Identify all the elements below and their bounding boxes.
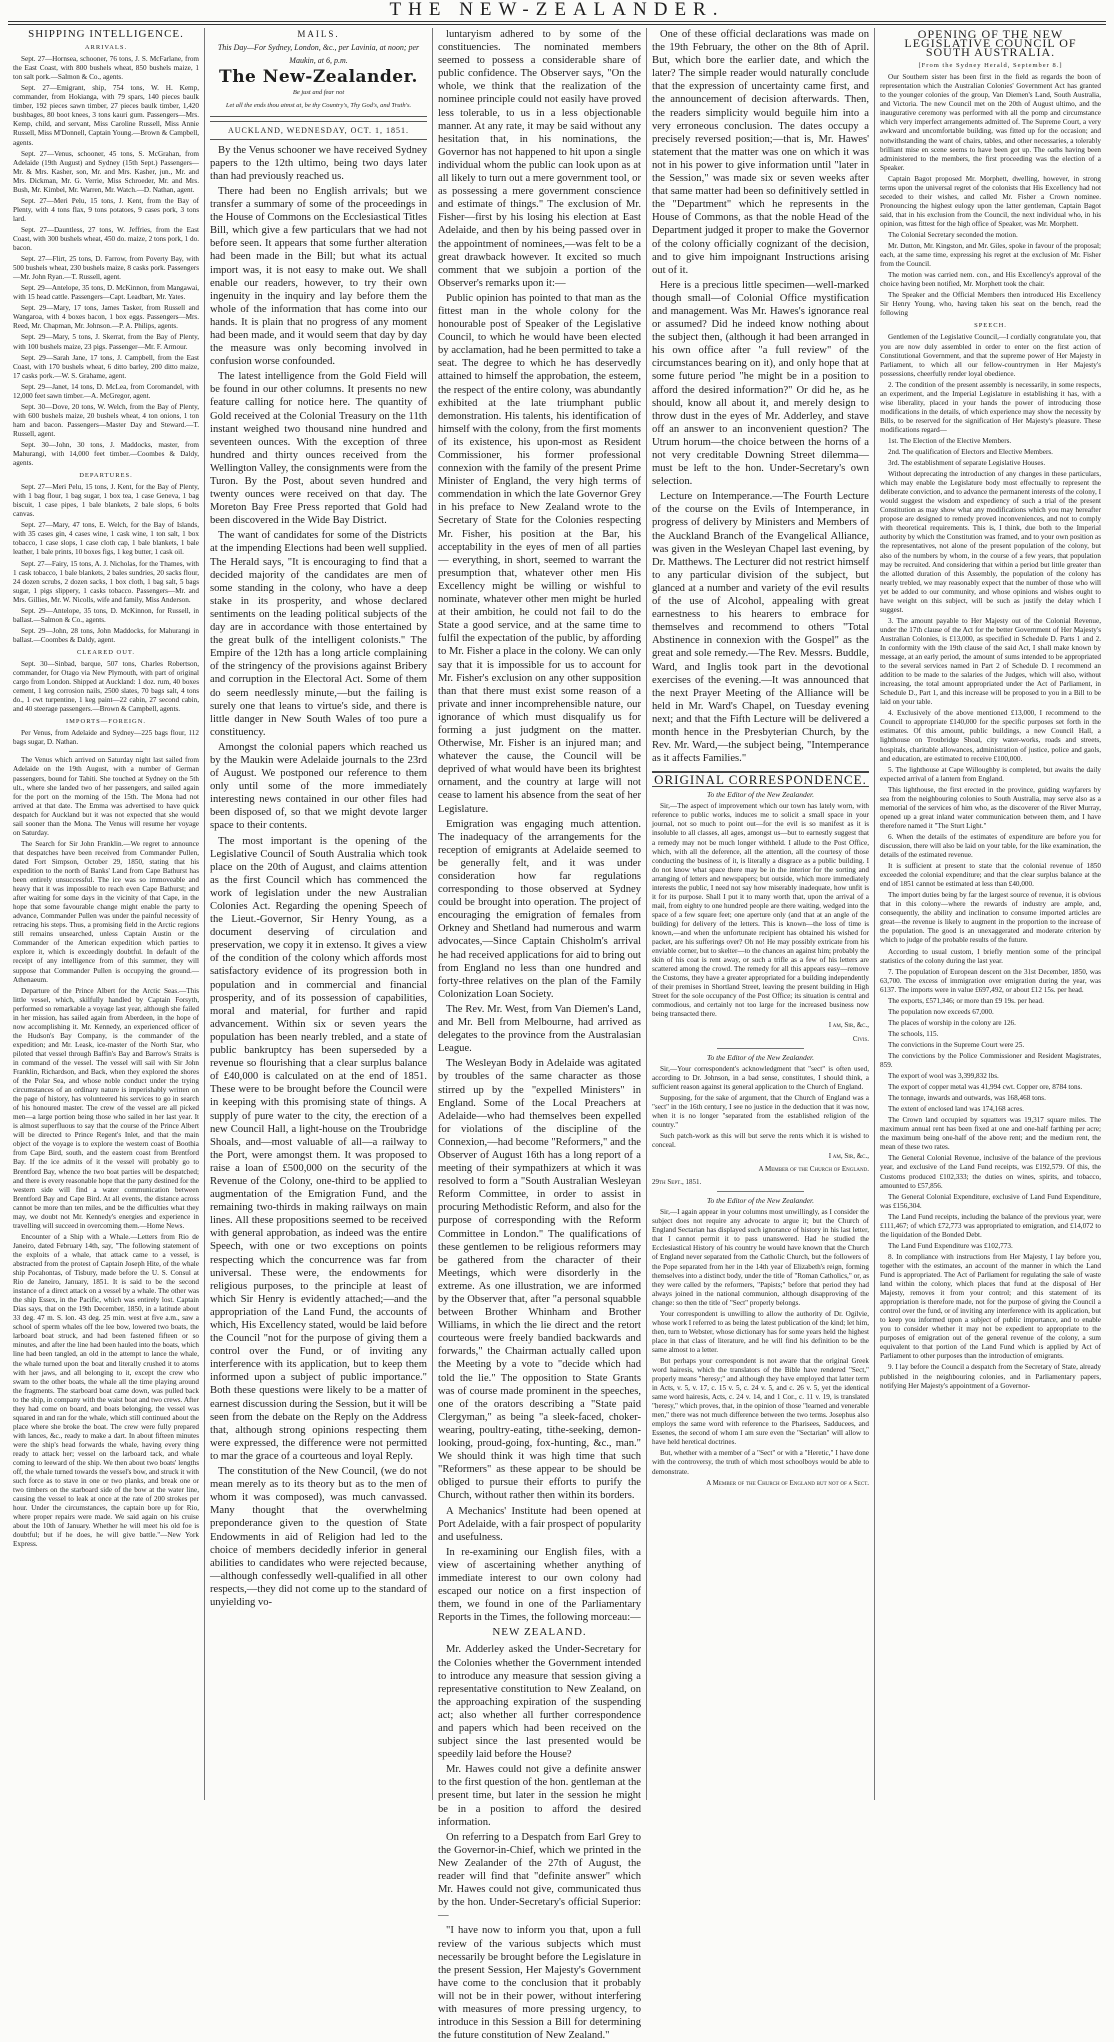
editorial-paragraph: luntaryism adhered to by some of the constituencies. The nominated members seemed to possess a considerable share of public confidence. The Observer says, "On the whole, we think that the realization of the nominee principle could not easily have proved less tolerable, to us in a less objectionable manner. At any rate, it may be said without any hesitation that, in his nominations, the Governor has not happened to hit upon a single individual whom the public can look upon as at all likely to turn out a mere government tool, or as possessing a mere government conscience and estimate of things." The exclusion of Mr. Fisher—first by his losing his election at East Adelaide, and then by his being passed over in the appointment of nominees,—was felt to be a great drawback however. It excited so much comment that we subjoin a portion of the Observer's remarks upon it:— — [438, 29, 641, 289]
departure-entry: Sept. 29—Antelope, 35 tons, D. McKinnon, for Russell, in ballast.—Salmon & Co., agents. — [13, 606, 199, 624]
arrival-entry: Sept. 27—Flirt, 25 tons, D. Farrow, from Poverty Bay, with 500 bushels wheat, 230 bushels maize, 8 casks pork. Passengers—Mr. John Ryan.—T. Russell, agent. — [13, 255, 199, 282]
mails-text: This Day—For Sydney, London, &c., per Lavinia, at noon; per Maukin, at 6, p.m. — [217, 43, 420, 66]
shipping-heading: SHIPPING INTELLIGENCE. — [28, 28, 184, 40]
arrival-entry: Sept. 30—John, 30 tons, J. Maddocks, master, from Mahurangi, with 14,000 feet timber.—Coombes & Daldy, agents. — [13, 440, 199, 468]
column-editorial-continued — [432, 28, 646, 2042]
arrival-entry: Sept. 29—Janet, 14 tons, D. McLea, from Coromandel, with 12,000 feet sawn timber.—A. McGregor, agent. — [13, 382, 199, 400]
speech-paragraph: This lighthouse, the first erected in the province, guiding wayfarers by sea from the neighbouring colonies to South Australia, may serve also as a memorial of the services of him who, as the discoverer of the River Murray, opened up a great inland water communication between them, and I have therefore named it "The Sturt Light." — [880, 785, 1101, 830]
editorial-paragraph: In re-examining our English files, with a view of ascertaining whether anything of immediate interest to our own colony had escaped our notice on a first inspection of them, we found in one of the Parliamentary Reports in the Times, the following morceau:— — [438, 1546, 641, 1624]
letter-paragraph: Such patch-work as this will but serve the rents which it is wished to conceal. — [652, 1131, 869, 1149]
speech-paragraph: 9. I lay before the Council a despatch from the Secretary of State, already published in the neighbouring colonies, and in Parliamentary papers, notifying Her Majesty's appointment of a Governor- — [880, 1363, 1101, 1390]
letter-paragraph: Supposing, for the sake of argument, that the Church of England was a "sect" in the 16th century, I see no justice in the deduction that it was now, when it is no longer "separated from the established religion of the country." — [652, 1093, 869, 1129]
letter1-addressee: To the Editor of the New Zealander. — [706, 790, 815, 800]
speech-paragraph: The convictions by the Police Commissioner and Resident Magistrates, 859. — [880, 1051, 1101, 1070]
column-shipping — [8, 28, 204, 1800]
arrival-entry: Sept. 27—Venus, schooner, 45 tons, S. McGrahan, from Adelaide (19th August) and Sydney (15th Sept.) Passengers—Mr. & Mrs. Kasher, son, Mr. and Mrs. Kasher, jun., Mr. and Mrs. Dickman, Mr. G. Verrie, Miss Schroeder, Mr. and Mrs. Bush, Mr. Kimbel, Mr. Warren, Mr. Watch.—D. Nathan, agent. — [13, 149, 199, 194]
shipping-news — [13, 756, 199, 1549]
departures-label: DEPARTURES. — [79, 472, 133, 480]
speech-paragraph: 5. The lighthouse at Cape Willoughby is completed, but awaits the daily expected arrival of a lantern from England. — [880, 765, 1101, 783]
original-correspondence-heading: ORIGINAL CORRESPONDENCE. — [652, 771, 869, 787]
speech-paragraph: 3rd. The establishment of separate Legislative Houses. — [888, 459, 1046, 468]
nz-paragraph: Mr. Adderley asked the Under-Secretary for the Colonies whether the Government intended to introduce any measure that session giving a representative constitution to New Zealand, on the approaching expiration of the suspending act; also whether all further correspondence and papers which had been received on the subject since the last presented would be speedily laid before the House? — [438, 1644, 641, 1761]
speech-paragraph: It is sufficient at present to state that the colonial revenue of 1850 exceeded the colonial expenditure; and that the clear surplus balance at the end of 1851 cannot be estimated at less than £40,000. — [880, 862, 1101, 889]
cleared-list — [13, 660, 199, 714]
news-paragraph: The Venus which arrived on Saturday night last sailed from Adelaide on the 19th August, with a number of German passengers, bound for Tahiti. She touched at Sydney on the 5th ult., where she landed two of her passengers, and sailed again for the port on the morning of the 15th. The Mona had not arrived at that date. The Emma was advertised to have quick despatch for Auckland but it was not expected that she would sail sooner than the Mona. The Venus will resume her voyage on Saturday. — [13, 756, 199, 837]
masthead-rule-lower — [8, 24, 1106, 25]
speech-paragraph: The exports, £571,346; or more than £9 19s. per head. — [888, 996, 1044, 1005]
imports-label: IMPORTS—FOREIGN. — [65, 718, 147, 726]
news-paragraph: Encounter of a Ship with a Whale.—Letters from Rio de Janeiro, dated February 14th, say, "The following statement of the exploits of a whale, that attack came to a vessel, is abstracted from the protest of Captain Joseph Hite, of the whale ship Pocahontas, of Tisbury, made before the U. S. Consul at Rio de Janeiro, January, 1851. It is said to be the second instance of a direct attack on a vessel by a whale. The other was the ship Essex, in the Pacific, which was entirely lost. Captain Dias says, that on the 19th December, 1850, in a latitude about 33 deg. 47 m. S. lon. 43 deg. 25 min. west at five a.m., saw a school of sperm whales off the lee bow, lowered two boats, the larboard boat struck, and had been fastened fifteen or so minutes, and after the line had been hauled into the boats, which line had been tangled, an old in the attempt to lance the whale, the whale turned upon the boat and literally crushed it to atoms with her jaws, and all belonging to it, except the crew who swam to the other boats, the whale all the time playing around the fragments. The starboard boat came down, was pulled back to the ship, in company with the waist boat and two crews. After they had come on board, and boats belonging, the vessel was squared in and ran for the whale, which still continued about the place where she broke the boat. The crew were fully prepared with lances, &c., ready to make a dart. In about fifteen minutes were the ship's head forwards the whale, having every thing ready to attack her; vessel on the larboard tack, and whale coming to leeward of the ship. We then about two boats' lengths off, the whale turned towards the vessel's bow, and struck it with such force as to stave in one or two planks, and break one or two timbers on the starboard side of the bow at the water line, causing the vessel to leak at once at the rate of 200 strokes per hour. Under the circumstances, the captain bore up for Rio, where proper repairs were made. We said again on his cruise about the 10th of January. Whether he will meet his old foe is doubtful; but if he does, he will give battle."—New York Express. — [13, 1232, 199, 1549]
speech-paragraph: The import duties being by far the largest source of revenue, it is obvious that in this colony—where the rewards of industry are ample, and, consequently, the ability and inclination to consume imported articles are great—the revenue is likely to augment in the proportion to the increase of the population. The good is an unexaggerated and moderate criterion by which to judge of the probable results of the future. — [880, 891, 1101, 945]
report-paragraph: Our Southern sister has been first in the field as regards the boon of representation which the Australian Colonies' Government Act has granted to the younger colonies of the group, Van Diemen's Land, South Australia, and Victoria. The new Council met on the 20th of August ultimo, and the inaugurative ceremony was performed with all the pomp and circumstance which very imperfect arrangements admitted of. The Supreme Court, a very awkward and uncomfortable building, was fitted up for the occasion; and notwithstanding the want of chairs, tables, and other necessaries, a tolerably brilliant mise en scene seems to have been got up. The oaths having been administered to the members, the first proceeding was the election of a Speaker. — [880, 73, 1101, 172]
dateline: AUCKLAND, WEDNESDAY, OCT. 1, 1851. — [210, 121, 427, 140]
speech-paragraph: 2nd. The qualification of Electors and Elective Members. — [888, 448, 1053, 457]
editorial-paragraph: The want of candidates for some of the Districts at the impending Elections had been well supplied. The Herald says, "It is encouraging to find that a decided majority of the candidates are men of some standing in the colony, who have a deep stake in its prosperity, and whose declared sentiments on the leading political subjects of the day are in accordance with those entertained by the great bulk of the intelligent colonists." The Empire of the 12th has a long article complaining of the stringency of the provisions against Bribery and corruption in the Electoral Act. Some of them do seem needlessly minute,—but the failing is surely one that leans to virtue's side, and there is little danger in New South Wales of too pure a constituency. — [210, 530, 427, 738]
editorial-paragraph: One of these official declarations was made on the 19th February, the other on the 8th of April. But, which bore the earlier date, and which the later? The simple reader would naturally conclude that the expression of uncertainty came first, and the announcement of decision afterwards. Then, the readers simplicity would beguile him into a very erroneous conclusion. The dates occupy a precisely reversed position;—that is, Mr. Hawes' statement that the matter was one on which it was not in his power to give information until "later in the Session," was made six or seven weeks after that same matter had been so definitively settled in the "Department" which he represents in the House of Commons, as that the noble Head of the Department judged it proper to make the Governor of the colony officially cognizant of the decision, and to give him impoignant Instructions arising out of it. — [652, 29, 869, 276]
column-legislative-council — [874, 28, 1106, 1800]
nz-paragraph: "I have now to inform you that, upon a full review of the various subjects which must necessarily be brought before the Legislature in the present Session, Her Majesty's Government have come to the conclusion that it probably will not be in their power, without interfering with measures of more pressing urgency, to introduce in this Session a Bill for determining the future constitution of New Zealand." — [438, 1925, 641, 2042]
arrival-entry: Sept. 29—Mary, 5 tons, J. Skerrat, from the Bay of Plenty, with 100 bushels maize, 23 pigs. Passenger—Mr. F. Armour. — [13, 333, 199, 351]
arrival-entry: Sept. 27—Hornsea, schooner, 76 tons, J. S. McFarlane, from the East Coast, with 800 bushels wheat, 850 bushels maize, 1 ton salt pork.—Salmon & Co., agents. — [13, 55, 199, 82]
letter-paragraph: But perhaps your correspondent is not aware that the original Greek word hairesis, which the translators of the Bible have rendered "Sect," properly means "heresy;" and although they have employed that latter term in Acts, v. 5, v. 17, c. 15 v. 5, c. 24 v. 5, and c. 26 v. 5, yet the identical same word hairesis, Acts, c. 24 v. 14, and 1 Cor., c. 11 v. 19, is translated "heresy," which proves, that, in the opinion of those "learned and venerable men," there was not much difference between the two terms. Josephus also employs the same word with reference to the Pharisees, Sadducees, and Essenes, the second of whom I am sure even the "Sectarian" will allow to have held heretical doctrines. — [652, 1356, 869, 1447]
new-zealand-body — [438, 1643, 641, 2042]
editorial-end-body — [652, 28, 869, 765]
letter2-body — [652, 1065, 869, 1150]
arrivals-list — [13, 55, 199, 468]
letter-paragraph: Sir,—I again appear in your columns most unwillingly, as I consider the subject does not require any advocate to argue it; but the Church of England Sectarian has displayed such ignorance of history in his last letter, that I cannot permit it to pass unanswered. Had he studied the Ecclesiastical History of his country he would have known that the Church of England never separated from the Catholic Church, but the followers of the Pope separated from her in the 14th year of Elizabeth's reign, forming themselves into a distinct body, under the title of "Roman Catholics," or, as they were called by the reformers, "Papists;" before that period they had always joined in the national communion, although disapproving of the change: so then the title of "Sect" properly belongs. — [652, 1208, 869, 1307]
speech-paragraph: The General Colonial Revenue, inclusive of the balance of the previous year, and exclusive of the Land Fund receipts, was £192,579. Of this, the Customs produced £102,333; the duties on wines, spirits, and tobacco, amounted to £57,856. — [880, 1154, 1101, 1190]
speech-paragraph: The Land Fund Expenditure was £102,773. — [888, 1241, 1013, 1250]
departure-entry: Sept. 27—Fairy, 15 tons, A. J. Nicholas, for the Thames, with 1 cask tobacco, 1 bale blankets, 2 bales sundries, 20 sacks flour, 24 dozen scrubs, 2 dozen sacks, 1 box cloth, 1 bag salt, 5 bags sugar, 1 pigs slippery, 1 casks tobacco. Passengers—Mr. and Mrs. Gillies, Mr. W. Nicolls, wife and family, Miss Anderson. — [13, 559, 199, 604]
arrival-entry: Sept. 27—Dauntless, 27 tons, W. Jeffries, from the East Coast, with 300 bushels wheat, 450 do. maize, 2 tons pork, 1 do. bacon. — [13, 225, 199, 253]
letter1-signature: Civis. — [852, 1034, 869, 1043]
speech-paragraph: The extent of enclosed land was 174,168 acres. — [888, 1105, 1024, 1114]
arrival-entry: Sept. 29—Mary, 17 tons, James Tasker, from Russell and Wangaroa, with 4 boxes bacon, 1 box eggs. Passengers—Mrs. Reed, Mr. Chapman, Mr. Johnson.—P. A. Philips, agents. — [13, 304, 199, 331]
speech-paragraph: The places of worship in the colony are 126. — [888, 1018, 1016, 1027]
editorial-paragraph: A Mechanics' Institute had been opened at Port Adelaide, with a fair prospect of popularity and usefulness. — [438, 1505, 641, 1543]
masthead-rule — [8, 21, 1106, 22]
editorial-paragraph: Lecture on Intemperance.—The Fourth Lecture of the course on the Evils of Intemperance, in progress of delivery by Ministers and Members of the Auckland Branch of the Evangelical Alliance, was given in the Wesleyan Chapel last evening, by Dr. Matthews. The Lecturer did not restrict himself to any particular division of the subject, but glanced at a number and variety of the evil results of the use of Alcohol, appealing with great earnestness to his hearers to embrace for themselves and recommend to others "Total Abstinence in connexion with the Gospel" as the great and sole remedy.—The Rev. Messrs. Buddle, Ward, and Inglis took part in the devotional exercises of the evening.—It was announced that the next Prayer Meeting of the Alliance will be held in Mr. Ward's Chapel, on Tuesday evening next; and that the Fifth Lecture will be delivered a month hence in the Presbyterian Church, by the Rev. Mr. Ward,—the subject being, "Intemperance as it affects Families." — [652, 491, 869, 765]
legislative-heading: OPENING OF THE NEW LEGISLATIVE COUNCIL OF SOUTH AUSTRALIA. — [904, 27, 1077, 60]
speech-paragraph: 6. When the details of the estimates of expenditure are before you for discussion, there will also be laid on your table, for the like examination, the details of the estimated revenue. — [880, 832, 1101, 860]
speech-paragraph: The convictions in the Supreme Court were 25. — [888, 1040, 1025, 1049]
speech-paragraph: 8. In compliance with instructions from Her Majesty, I lay before you, together with the estimates, an account of the manner in which the Land Fund is appropriated. The Act of Parliament for regulating the sale of waste land within the colony, which places that fund at the disposal of Her Majesty, removes it from your control; and this statement of its appropriation is therefore made, not for the purpose of giving the Council a control over the fund, or of inviting any interference with its application, but to keep you informed upon a subject of public importance, and to enable you to consider whether it may not be expedient to appropriate to the purposes of emigration out of the general revenue of the colony, a sum equivalent to that portion of the Land Fund which is applied by Act of Parliament to other purposes than the introduction of emigrants. — [880, 1252, 1101, 1361]
arrival-entry: Sept. 30—Dove, 20 tons, W. Welch, from the Bay of Plenty, with 600 bushels maize, 20 bushels wheat, 4 ton onions, 1 ton ham and bacon. Passengers—Master Day and Steward.—T. Russell, agent. — [13, 402, 199, 438]
editorial-paragraph: The Wesleyan Body in Adelaide was agitated by troubles of the same character as those stirred up by the "expelled Ministers" in England. Some of the Local Preachers at Adelaide—who had themselves been expelled for violations of the discipline of the Connexion,—had become "Reformers," and the Observer of August 16th has a long report of a meeting of their sympathizers at which it was resolved to form a "South Australian Wesleyan Reform Committee, in order to assist in procuring Methodistic Reform, and also for the purpose of corresponding with the Reform Committee in London." The qualifications of these gentlemen to be religious reformers may be gathered from the character of their Meetings, which were disorderly in the extreme. As one illustration, we are informed by the Observer that, after "a personal squabble between Brother Whinham and Brother Williams, in which the lie direct and the retort courteous were freely bandied backwards and forwards," the Chairman actually called upon the Meeting by a vote to "decide which had told the lie." The opposition to State Grants was of course made prominent in the speeches, one of the orators describing a "State paid Clergyman," as being "a sleek-faced, choker-wearing, poultry-eating, tithe-seeking, demon-looking, proud-going, fox-hunting, &c., man." We should think it was high time that such "Reformers" as these appear to be should be obliged to pursue their efforts to purify the Church, without rather then within its borders. — [438, 1058, 641, 1502]
letter3-body — [652, 1208, 869, 1476]
divider — [69, 751, 143, 752]
speech-paragraph: The General Colonial Expenditure, exclusive of Land Fund Expenditure, was £156,304. — [880, 1192, 1101, 1210]
speech-paragraph: 3. The amount payable to Her Majesty out of the Colonial Revenue, under the 17th clause of the Act for the better Government of Her Majesty's Australian Colonies, is £13,000, as specified in Schedule D. Parts 1 and 2. In conformity with the 19th clause of the said Act, I shall make known by message, at an early period, the amount of sums intended to be appropriated to the several services named in Part 2 of Schedule D. I recommend an addition to be made to the salaries of the Judges, which will also, without increasing, the total amount appropriated under the Act of Parliament, in Schedule D., Part 1, and this increase will be proposed to you in a Bill to be laid on your table. — [880, 616, 1101, 707]
editorial-paragraph: Amongst the colonial papers which reached us by the Maukin were Adelaide journals to the 23rd of August. We postponed our reference to them only until some of the more immediately interesting news contained in our other files had been disposed of, so that we might devote larger space to their contents. — [210, 741, 427, 832]
cleared-label: CLEARED OUT. — [76, 648, 136, 656]
letter1-body — [652, 802, 869, 1019]
divider — [717, 1048, 804, 1049]
speech-paragraph: The schools, 115. — [888, 1029, 939, 1038]
mails-box — [210, 28, 427, 117]
report-paragraph: The motion was carried nem. con., and His Excellency's approval of the choice having been notified, Mr. Morphett took the chair. — [880, 271, 1101, 289]
motto-line-2: Let all the ends thou aimst at, be thy Country's, Thy God's, and Truth's. — [225, 102, 412, 110]
letter3-addressee: To the Editor of the New Zealander. — [706, 1196, 815, 1206]
report-paragraph: The Speaker and the Official Members then introduced His Excellency Sir Henry Young, who, having taken his seat on the bench, read the following — [880, 291, 1101, 318]
letter2-close: I am, Sir, &c., — [828, 1152, 869, 1161]
letter3-signature: A Member of the Church of England but not of a Sect. — [706, 1478, 869, 1487]
mails-title: MAILS. — [297, 29, 340, 39]
speech-paragraph: Gentlemen of the Legislative Council,—I cordially congratulate you, that you are now duly assembled in order to enter on the first action of Constitutional Government, and that the supreme power of Her Majesty in Parliament, to which all our fellow-countrymen in Her Majesty's possessions, cheerfully render loyal obedience. — [880, 333, 1101, 378]
report-paragraph: Captain Bagot proposed Mr. Morphett, dwelling, however, in strong terms upon the universal regret of the colonists that His Excellency had not seceded to their wishes, and called Mr. Fisher a Crown nominee. Pronouncing the highest eulogy upon the latter gentleman, Captain Bagot said, that in his exclusion from the Council, the next individual who, in his opinion, was fittest for the high office of Speaker, was Mr. Morphett. — [880, 174, 1101, 228]
motto-line-1: Be just and fear not — [292, 89, 345, 97]
speech-paragraph: 7. The population of European descent on the 31st December, 1850, was 63,700. The excess of immigration over emigration during the year, was 6137. The imports were in value £697,492, or about £12 15s. per head. — [880, 967, 1101, 994]
speech-paragraph: 2. The condition of the present assembly is necessarily, in some respects, an experiment, and the Imperial Legislature in establishing it has, with a wise liberality, placed in your hands the power of introducing those modifications in the details, of which experience may show the necessity by Bills, to be reserved for the signification of Her Majesty's pleasure. These modifications regard— — [880, 380, 1101, 434]
editorial-paragraph: The latest intelligence from the Gold Field will be found in our other columns. It presents no new feature calling for notice here. The quantity of Gold received at the Colonial Treasury on the 11th instant weighed two thousand nine hundred and seventeen ounces. With the exception of three hundred and thirty ounces received from the Wellington Valley, the consignments were from the Turon. By the Post, about seven hundred and twenty ounces were received on that day. The Moreton Bay Free Press reported that Gold had been discovered in the Wide Bay District. — [210, 371, 427, 527]
departures-list — [13, 483, 199, 645]
news-paragraph: Departure of the Prince Albert for the Arctic Seas.—This little vessel, which, skilfully handled by Captain Forsyth, performed so remarkable a voyage last year, although she failed in her mission, has sailed again from Aberdeen, in the hope of now accomplishing it. Mr. Kennedy, an experienced officer of the Hudson's Bay Company, is the commander of the expedition; and Mr. Leask, ice-master of the North Star, who piloted that vessel through Baffin's Bay and Barrow's Straits is in command of the vessel. The vessel will sail with Sir John Franklin, Richardson, and Back, when they explored the shores of the Polar Sea, and whose noble conduct under the trying circumstances of an ordinary nature is imperishably written on the page of history, has volunteered his services to go in search of his honoured master. The crew of the vessel are all picked men—a large portion being those who sailed in her last year. It is almost superfluous to say that the course of the Prince Albert will be directed to Prince Regent's Inlet, and that the main object of the voyage is to explore the western coast of Boothia from Cape Bird, south, and the eastern coast from Brentford Bay. If the ice admits of it the vessel will probably go to Brentford Bay, whence the two boat parties will be despatched; and there is every reasonable hope that the party destined for the western side will find a water communication between Brentford Bay and Cape Bird. At all events, the distance across cannot be more than ten miles, and be the difficulties what they may, we doubt not Mr. Kennedy's energies and experience in travelling will succeed in overcoming them.—Home News. — [13, 986, 199, 1230]
editorial-continued-body — [438, 28, 641, 1624]
columns — [8, 27, 1106, 2042]
source-note: [From the Sydney Herald, September 8.] — [918, 62, 1063, 70]
column-correspondence — [646, 28, 874, 1800]
speech-paragraph: The export of wool was 3,399,832 lbs. — [888, 1072, 999, 1081]
speech-paragraph: 4. Exclusively of the above mentioned £13,000, I recommend to the Council to appropriate £140,000 for the specific purposes set forth in the estimates. Of this amount, public buildings, a new Council Hall, a lighthouse on Troubridge Shoal, city water-works, roads and streets, hospitals, charitable allowances, administration of justice, police and gaols, and education, are estimated to receive £100,000. — [880, 709, 1101, 763]
cleared-entry: Sept. 30—Sinbad, barque, 507 tons, Charles Robertson, commander, for Otago via New Plymouth, with part of original cargo from London. Shipped at Auckland: 1 doz. rum, 40 boxes cement, 1 keg corrosion nails, 2500 slates, 70 bags salt, 4 tons do., 1 cwt turpentine, 1 keg paint—22 cabin, 27 second cabin, and 40 steerage passengers.—Brown & Campbell, agents. — [13, 660, 199, 714]
speech-paragraph: According to usual custom, I briefly mention some of the principal statistics of the colony during the last year. — [880, 947, 1101, 965]
letter2-date: 29th Sept., 1851. — [652, 1178, 702, 1187]
arrivals-label: ARRIVALS. — [84, 44, 128, 52]
speech-label: SPEECH. — [974, 322, 1007, 330]
nz-paragraph: On referring to a Despatch from Earl Grey to the Governor-in-Chief, which we printed in the New Zealander of the 27th of August, the reader will find that "definite answer" which Mr. Hawes could not give, communicated thus by the hon. Under-Secretary's official Superior:— — [438, 1831, 641, 1922]
letter-paragraph: Sir,—Your correspondent's acknowledgment that "sect" is often used, according to Dr. Johnson, in a bad sense, constitutes, I should think, a sufficient reason against its general application to the Church of England. — [652, 1064, 869, 1091]
arrival-entry: Sept. 27—Meri Pelu, 15 tons, J. Kent, from the Bay of Plenty, with 4 tons flax, 9 tons potatoes, 9 cases pork, 3 tons lard. — [13, 196, 199, 223]
speech-body — [880, 333, 1101, 1390]
news-paragraph: The Search for Sir John Franklin.—We regret to announce that despatches have been received from Commander Pullen, dated Fort Simpson, October 29, 1850, stating that his expedition to the north of Banks' Land from Cape Bathurst has been entirely unsuccessful. The ice was so immoveable and heavy that it was impossible to reach even Cape Bathurst; and after waiting for some days in the vicinity of that Cape, in the hope that some favourable change might enable the party to advance, Commander Pullen was under the painful necessity of retracing his steps. Thus, a promising field in the Arctic regions still remains unsearched, unless Captain Austin or the Commander of the American expedition which parties to explore it, which is exceedingly doubtful. In default of the receipt of any intelligence from of this summer, they will suppose that Commander Pullen is occupying the ground.—Athenaeum. — [13, 839, 199, 984]
arrival-entry: Sept. 27—Emigrant, ship, 754 tons, W. H. Kemp, commander, from Hokianga, with 79 spars, 140 pieces baulk timber, 192 pieces sawn timber, 27 pieces baulk timber, 1,420 bushbages, 80 boot knees, 3 tons kauri gum. Passengers—Mrs. Kemp, child, and servant, Miss Caroline Russell, Miss Annie Russell, Miss M'Donnell, Captain Young.—Brown & Campbell, agents. — [13, 84, 199, 147]
letter-paragraph: Your correspondent is unwilling to allow the authority of Dr. Ogilvie, whose work I referred to as being the latest publication of the kind; let him, then, turn to Webster, whose dictionary has for some years held the highest place in that class of literature, and he will find his definition to be the same almost to a letter. — [652, 1309, 869, 1354]
nz-paragraph: Mr. Hawes could not give a definite answer to the first question of the hon. gentleman at the present time, but later in the session he might be in a position to afford the desired information. — [438, 1764, 641, 1828]
speech-paragraph: Without deprecating the introduction of any changes in these particulars, which may enable the Legislature body most effectually to represent the deliberate conviction, and to advance the permanent interests of the colony, I would suggest the wisdom and expediency of such a trial of the present Constitution as may show what any modifications which you may hereafter propose are designed to remedy proved inconveniences, and not to comply with theoretical requirements. This is, I think, due both to the Imperial authority by which the Constitution was framed, and to your own position as the representatives, not alone of the present population of the colony, but also of the numbers by whom, in the course of a few years, that population may be recruited. And considering that within a period but little greater than the allotted duration of this Assembly, the population of the colony has nearly trebled, we may reasonably expect that the number of those who will yet be added to our community, and whose opinions and wishes ought to have weight on this subject, will be such as justify the delay which I suggest. — [880, 470, 1101, 614]
editorial-paragraph: Emigration was engaging much attention. The inadequacy of the arrangements for the reception of emigrants at Adelaide seemed to be generally felt, and it was under consideration how far regulations corresponding to those observed at Sydney could be brought into operation. The project of encouraging the emigration of females from Orkney and Shetland had numerous and warm advocates,—Since Captain Chisholm's arrival he had received applications for aid to bring out from England no less than one hundred and forty-three relatives on the plan of the Family Colonization Loan Society. — [438, 818, 641, 1000]
letter1-close: I am, Sir, &c., — [828, 1021, 869, 1030]
speech-paragraph: The population now exceeds 67,000. — [888, 1007, 994, 1016]
letter-paragraph: But, whether with a member of a "Sect" or with a "Heretic," I have done with the controversy, the truth of which most schoolboys would be able to demonstrate. — [652, 1449, 869, 1476]
letter2-signature: A Member of the Church of England. — [758, 1165, 869, 1174]
letter2-addressee: To the Editor of the New Zealander. — [706, 1052, 815, 1062]
speech-paragraph: The Crown land occupied by squatters was 19,317 square miles. The maximum annual rent has been fixed at one and one-half farthing per acre; the maximum being one-half of the above rent; and the medium rent, the mean of these two rates. — [880, 1116, 1101, 1152]
editorial-body — [210, 144, 427, 1609]
new-zealand-heading: NEW ZEALAND. — [492, 1626, 587, 1639]
editorial-paragraph: Here is a precious little specimen—well-marked though small—of Colonial Office mystification and management. Was Mr. Hawes's ignorance real or assumed? Did he indeed know nothing about the subject then, (although it had been arranged in his own office after "a full review" of the circumstances bearing on it), and only hope that at some future period "he might be in a position to afford the desired information?" Or did he, as he should, know all about it, and merely design to throw dust in the eyes of Mr. Adderley, and stave off an answer to an inconvenient question? The Utrum horum—the choice between the horns of a not very creditable Downing Street dilemma—must be left to the hon. Under-Secretary's own selection. — [652, 279, 869, 488]
editorial-paragraph: The constitution of the New Council, (we do not mean merely as to its theory but as to the men of whom it was composed), was much canvassed. Many thought that the overwhelming preponderance given to the question of State Endowments in aid of Religion had led to the choice of members decidedly inferior in general abilities to candidates who were rejected because,—although confessedly well-qualified in all other respects,—they did not come up to the standard of unyielding vo- — [210, 1466, 427, 1608]
editorial-paragraph: The most important is the opening of the Legislative Council of South Australia which took place on the 20th of August, and claims attention as the first Council which has commenced the work of legislation under the new Australian Colonies Act. Regarding the opening Speech of the Lieut.-Governor, Sir Henry Young, as a document deserving of circulation and preservation, we copy it in extenso. It gives a view of the condition of the colony which affords most satisfactory evidence of its progression both in population and in commercial and financial prosperity, and of its possession of capabilities, moral and material, for further and rapid advancement. Within six or seven years the population has been nearly trebled, and a state of public bankruptcy has been superseded by a revenue so flourishing that a clear surplus balance of £40,000 is calculated on at the end of 1851. These were to be brought before the Council were in keeping with this promising state of things. A supply of pure water to the city, the erection of a new Council Hall, a light-house on the Troubridge Shoals, and—most valuable of all—a railway to the Port, were amongst them. It was proposed to raise a loan of £500,000 on the security of the Revenue of the Colony, one-third to be applied to augmentation of the Emigration Fund, and the remaining two-thirds in making railways on main lines. All these propositions seemed to be received with general approbation, as indeed was the entire Speech, with one or two exceptions on points respecting which the concurrence was far from universal. These were, the endowments for religious purposes, to the principle at least of which Sir Henry is evidently attached;—and the appropriation of the Land Fund, the accounts of which, His Excellency stated, would be laid before the Council "not for the purpose of giving them a control over the Fund, or of inviting any interference with its application, but to keep them informed upon a subject of public importance." Both these questions were likely to be a matter of earnest discussion during the Session, but it will be seen from the debate on the Reply on the Address that, although strong opinions respecting them were expressed, the difference were not permitted to mar the grace of a courteous and loyal Reply. — [210, 835, 427, 1462]
editorial-paragraph: The Rev. Mr. West, from Van Diemen's Land, and Mr. Bell from Melbourne, had arrived as delegates to the province from the Australasian League. — [438, 1003, 641, 1055]
editorial-paragraph: Public opinion has pointed to that man as the fittest man in the whole colony for the honourable post of Speaker of the Legislative Council, to which he would have been elected by acclamation, had he been permitted to take a seat. The degree to which he has deservedly attained to himself the approbation, the esteem, the respect of the entire colony, was abundantly exhibited at the late triumphant public demonstration. His talents, his identification of himself with the colony, from the first moments of its existence, his upon-most as Resident Commissioner, his former professional connexion with the family of the present Prime Minister of England, the very high terms of commendation in which the late Governor Grey in his preface to New Zealand wrote to the Secretary of State for the Colonies respecting Mr. Fisher, his position at the Bar, his acceptability in the eyes of men of all parties — everything, in short, seemed to warrant the presumption that, whatever other men His Excellency might be willing or wishful to nominate, whatever other men might be hurled at their ambition, he could not fail to do the State a good service, and at the same time to fulfil the expectation of the public, by affording to Mr. Fisher a place in the colony. We can only say that it is impossible for us to account for Mr. Fisher's exclusion on any other supposition than that there must exist some reason of a private and inner incomprehensible nature, our ignorance of which must disqualify us for forming a just judgment on the matter. Otherwise, Mr. Fisher is an injured man; and whatever the cause, the Council will be deprived of what would have been its brightest ornament, and the country at large will not cease to lament his absence from the seat of her Legislature. — [438, 292, 641, 815]
letter-paragraph: Sir,—The aspect of improvement which our town has lately worn, with reference to public works, induces me to solicit a small space in your journal, not so much to point out—for the evil is so manifest as it is insoluble to all classes, all ages, amongst us—but to earnestly suggest that a remedy may not be much longer withheld. I allude to the Post Office, which, with all the deference, all the attention, all the courtesy of those conducting the business of it, is literally a disgrace as a public building. I do not know what space there may be in the interior for the sorting and arranging of letters and newspapers; but outside, which more immediately interests the public, I need not say how miserably inadequate, how unfit is it for its purpose. Shall I put it to many worth that, upon the arrival of a mail, from eighty to one hundred people are there waiting, wedged into the space of a few square feet; one aperture only (and that at an angle of the building) for delivery of the letters. This is known—the loss of time is known,—and when the unfortunate recipient has obtained his wished for packet, are his sufferings over? Oh no! He may possibly extricate from his enviable corner, but to skelter—to the chances an against him; probably the skin of his coat is rent away, or such a trifle as a few of his letters are scattered among the crowd. The remedy for all this appears easy—remove the Customs, they have a greater appropriated for a building independently of their premises in Shortland Street, leaving the present building in High Street for the sole occupancy of the Post Office; its situation is central and commodious, and certainly not too large for the increased business now being transacted there. — [652, 802, 869, 1019]
column-editorial — [204, 28, 432, 1800]
report-paragraph: Mr. Dutton, Mr. Kingston, and Mr. Giles, spoke in favour of the proposal; each, at the same time, expressing his regret at the exclusion of Mr. Fisher from the Council. — [880, 242, 1101, 269]
newspaper-title: The New-Zealander. — [219, 67, 418, 88]
legislative-intro — [880, 73, 1101, 318]
arrival-entry: Sept. 29—Sarah Jane, 17 tons, J. Campbell, from the East Coast, with 170 bushels wheat, 6 ditto barley, 200 ditto maize, 17 casks pork.—W. S. Grahame, agent. — [13, 353, 199, 380]
speech-paragraph: The export of copper metal was 41,994 cwt. Copper ore, 8784 tons. — [888, 1083, 1083, 1092]
departure-entry: Sept. 29—John, 28 tons, John Maddocks, for Mahurangi in ballast.—Coombes & Daldy, agent. — [13, 626, 199, 644]
imports-entry: Per Venus, from Adelaide and Sydney—225 bags flour, 112 bags sugar, D. Nathan. — [13, 729, 199, 747]
editorial-paragraph: There had been no English arrivals; but we transfer a summary of some of the proceedings in the House of Commons on the Ecclesiastical Titles Bill, which give a few particulars that we had not before seen. It appears that some further alteration had been made in the Bill; but what its actual import was, it is not easy to make out. We shall enable our readers, however, to try their own ingenuity in the inquiry and lay before them the whole of the information that has come into our hands. It is plain that no progress of any moment had been made, and it would seem that day by day the measure was only becoming involved in confusion worse confounded. — [210, 185, 427, 368]
departure-entry: Sept. 27—Meri Pelu, 15 tons, J. Kent, for the Bay of Plenty, with 1 bag flour, 1 bag sugar, 1 box tea, 1 case Geneva, 1 bag biscuit, 1 case pipes, 1 bale blankets, 2 bale slops, 6 bolts canvas. — [13, 483, 199, 519]
speech-paragraph: The Land Fund receipts, including the balance of the previous year, were £111,467; of which £72,773 was appropriated to emigration, and £14,072 to the liquidation of the Bonded Debt. — [880, 1212, 1101, 1239]
divider — [717, 1191, 804, 1192]
masthead: THE NEW-ZEALANDER. — [389, 0, 725, 20]
departure-entry: Sept. 27—Mary, 47 tons, E. Welch, for the Bay of Islands, with 35 cases gin, 4 cases wine, 1 cask wine, 1 ton salt, 1 box tobacco, 1 case slops, 1 case cloth cap, 1 bale blankets, 1 bale leather, 1 bale prints, 10 boxes figs, 1 keg butter, 1 cask oil. — [13, 521, 199, 557]
editorial-paragraph: By the Venus schooner we have received Sydney papers to the 12th ultimo, being two days later than had previously reached us. — [210, 144, 427, 182]
speech-paragraph: 1st. The Election of the Elective Members. — [888, 436, 1012, 445]
speech-paragraph: The tonnage, inwards and outwards, was 168,468 tons. — [888, 1094, 1046, 1103]
arrival-entry: Sept. 29—Antelope, 35 tons, D. McKinnon, from Mangawai, with 15 head cattle. Passengers—Capt. Leadbart, Mr. Yates. — [13, 284, 199, 302]
report-paragraph: The Colonial Secretary seconded the motion. — [888, 230, 1018, 239]
